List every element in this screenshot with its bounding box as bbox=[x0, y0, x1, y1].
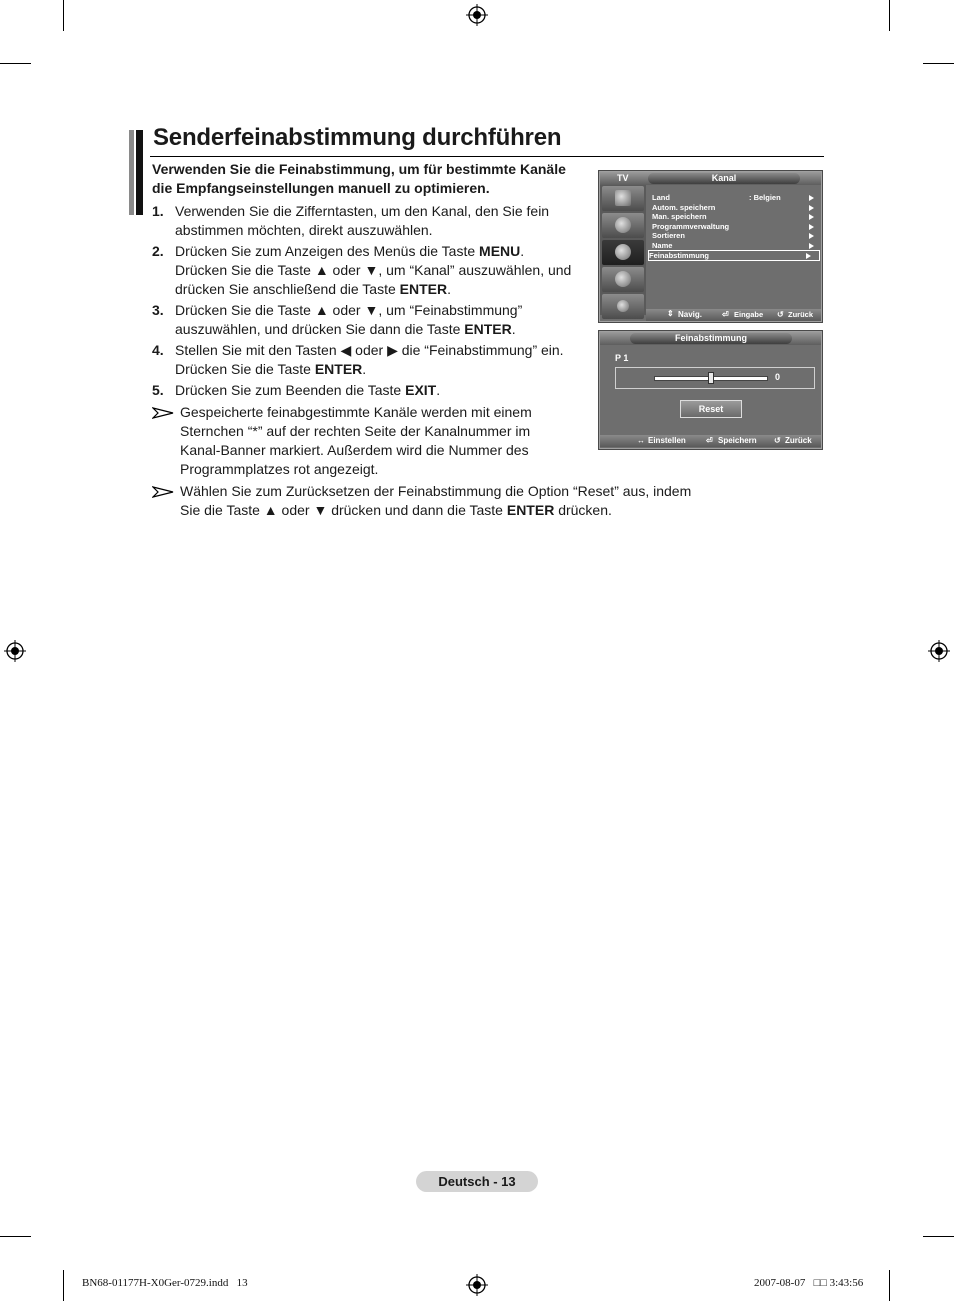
footer-enter: Eingabe bbox=[734, 310, 764, 319]
menu-item-label: Feinabstimmung bbox=[649, 250, 710, 260]
arrow-right-icon bbox=[806, 253, 811, 259]
step-number: 1. bbox=[152, 203, 164, 219]
osd-menu-icons bbox=[600, 185, 646, 315]
step-number: 2. bbox=[152, 243, 164, 259]
instruction-steps bbox=[152, 202, 592, 402]
input-menu-icon[interactable] bbox=[602, 294, 644, 319]
step-5 bbox=[152, 381, 592, 400]
finetune-slider[interactable] bbox=[615, 367, 815, 389]
enter-icon: ⏎ bbox=[706, 436, 713, 445]
arrow-right-icon bbox=[809, 214, 814, 220]
title-accent-bar bbox=[129, 130, 143, 215]
registration-mark-icon bbox=[4, 640, 26, 662]
slider-thumb[interactable] bbox=[708, 372, 714, 384]
page-number-badge: Deutsch - 13 bbox=[416, 1171, 538, 1192]
menu-item-label: Programmverwaltung bbox=[652, 221, 730, 231]
note-arrow-icon bbox=[152, 486, 174, 498]
osd-footer bbox=[600, 435, 821, 447]
registration-mark-icon bbox=[928, 640, 950, 662]
step-number: 5. bbox=[152, 382, 164, 398]
crop-mark bbox=[889, 1270, 890, 1301]
note-line: Wählen Sie zum Zurücksetzen der Feinabstimmung die Option “Reset” aus, indem bbox=[180, 483, 692, 499]
slider-value: 0 bbox=[775, 372, 781, 382]
sound-menu-icon[interactable] bbox=[602, 213, 644, 238]
osd-channel-menu-list bbox=[649, 193, 820, 260]
enter-icon: ⏎ bbox=[722, 310, 729, 319]
menu-item-name[interactable] bbox=[652, 241, 820, 251]
note-line: Kanal-Banner markiert. Außerdem wird die Nummer des bbox=[180, 442, 529, 458]
title-divider bbox=[150, 156, 824, 157]
setup-menu-icon[interactable] bbox=[602, 267, 644, 292]
program-number: P 1 bbox=[615, 353, 629, 363]
note-line: Gespeicherte feinabgestimmte Kanäle werden mit einem bbox=[180, 404, 532, 420]
step-3 bbox=[152, 301, 592, 339]
menu-item-label: Land bbox=[652, 193, 670, 202]
leftright-arrow-icon: ↔ bbox=[637, 436, 645, 445]
step-line: Verwenden Sie die Zifferntasten, um den Kanal, den Sie fein bbox=[175, 203, 550, 219]
step-number: 3. bbox=[152, 302, 164, 318]
footer-back: Zurück bbox=[785, 436, 812, 445]
page-title: Senderfeinabstimmung durchführen bbox=[153, 124, 562, 151]
return-icon: ↺ bbox=[777, 310, 784, 319]
menu-item-feinabstimmung[interactable] bbox=[649, 251, 819, 261]
note-arrow-icon bbox=[152, 407, 174, 419]
crop-mark bbox=[63, 0, 64, 31]
step-1 bbox=[152, 202, 592, 240]
osd-tv-label: TV bbox=[617, 173, 629, 183]
step-line: Drücken Sie die Taste ▲ oder ▼, um “Feinabstimmung” bbox=[175, 302, 523, 318]
step-line: Stellen Sie mit den Tasten ◀ oder ▶ die “Feinabstimmung” ein. bbox=[175, 342, 564, 358]
menu-item-sortieren[interactable] bbox=[652, 231, 820, 241]
step-line: drücken Sie anschließend die Taste ENTER. bbox=[175, 281, 451, 297]
footer-navig: Navig. bbox=[678, 310, 703, 319]
menu-item-label: Sortieren bbox=[652, 231, 685, 241]
step-line: Drücken Sie zum Beenden die Taste EXIT. bbox=[175, 382, 441, 398]
step-line: Drücken Sie zum Anzeigen des Menüs die Taste MENU. bbox=[175, 243, 525, 259]
arrow-right-icon bbox=[809, 224, 814, 230]
arrow-right-icon bbox=[809, 195, 814, 201]
print-slug-file: BN68-01177H-X0Ger-0729.indd 13 bbox=[82, 1277, 248, 1289]
osd-finetune bbox=[599, 331, 822, 449]
note-line: Sie die Taste ▲ oder ▼ drücken und dann die Taste ENTER drücken. bbox=[180, 502, 612, 518]
registration-mark-icon bbox=[466, 1274, 488, 1296]
step-line: auszuwählen, und drücken Sie dann die Taste ENTER. bbox=[175, 321, 516, 337]
footer-save: Speichern bbox=[718, 436, 757, 445]
picture-menu-icon[interactable] bbox=[602, 186, 644, 211]
menu-item-label: Autom. speichern bbox=[652, 202, 716, 212]
osd-channel-menu bbox=[599, 171, 822, 322]
footer-adjust: Einstellen bbox=[648, 436, 686, 445]
crop-mark bbox=[0, 1236, 31, 1237]
print-slug-date: 2007-08-07 □□ 3:43:56 bbox=[754, 1277, 864, 1289]
step-4 bbox=[152, 341, 592, 379]
intro-line: die Empfangseinstellungen manuell zu optimieren. bbox=[152, 180, 490, 196]
step-line: Drücken Sie die Taste ENTER. bbox=[175, 361, 367, 377]
crop-mark bbox=[889, 0, 890, 31]
osd-category-title: Kanal bbox=[648, 173, 800, 184]
intro-text bbox=[152, 160, 592, 198]
intro-line: Verwenden Sie die Feinabstimmung, um für bestimmte Kanäle bbox=[152, 161, 566, 177]
menu-item-programmverwaltung[interactable] bbox=[652, 222, 820, 232]
crop-mark bbox=[0, 63, 31, 64]
channel-menu-icon[interactable] bbox=[602, 240, 644, 265]
menu-item-autom-speichern[interactable] bbox=[652, 203, 820, 213]
step-line: Drücken Sie die Taste ▲ oder ▼, um “Kanal” auszuwählen, und bbox=[175, 262, 572, 278]
osd-category-title: Feinabstimmung bbox=[630, 333, 792, 344]
crop-mark bbox=[923, 1236, 954, 1237]
osd-footer bbox=[646, 309, 821, 321]
arrow-right-icon bbox=[809, 243, 814, 249]
updown-arrow-icon: ⇕ bbox=[667, 309, 674, 318]
note-line: Programmplatzes rot angezeigt. bbox=[180, 461, 379, 477]
step-2 bbox=[152, 242, 592, 299]
arrow-right-icon bbox=[809, 205, 814, 211]
registration-mark-icon bbox=[466, 4, 488, 26]
crop-mark bbox=[923, 63, 954, 64]
menu-item-land[interactable] bbox=[652, 193, 820, 203]
footer-back: Zurück bbox=[788, 310, 814, 319]
menu-item-label: Name bbox=[652, 240, 673, 250]
menu-item-man-speichern[interactable] bbox=[652, 212, 820, 222]
return-icon: ↺ bbox=[774, 436, 781, 445]
menu-item-value: : Belgien bbox=[749, 193, 781, 202]
arrow-right-icon bbox=[809, 233, 814, 239]
note-line: Sternchen “*” auf der rechten Seite der Kanalnummer im bbox=[180, 423, 531, 439]
step-number: 4. bbox=[152, 342, 164, 358]
step-line: abstimmen möchten, direkt auszuwählen. bbox=[175, 222, 433, 238]
menu-item-label: Man. speichern bbox=[652, 212, 707, 222]
crop-mark bbox=[63, 1270, 64, 1301]
reset-button[interactable]: Reset bbox=[680, 400, 742, 418]
